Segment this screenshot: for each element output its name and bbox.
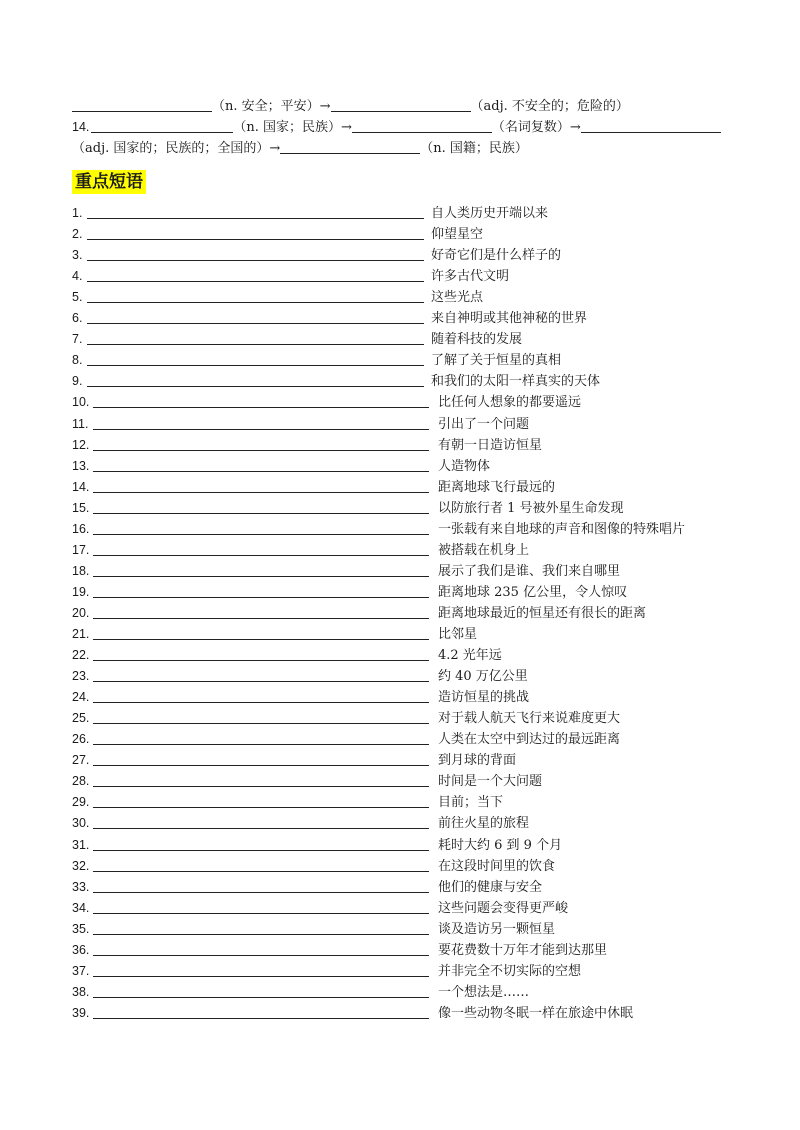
phrase-row <box>72 919 772 940</box>
phrase-meaning: 人类在太空中到达过的最远距离 <box>438 732 621 747</box>
phrase-meaning: 耗时大约 6 到 9 个月 <box>438 838 563 853</box>
phrase-row <box>72 1003 772 1024</box>
phrase-meaning: 并非完全不切实际的空想 <box>438 964 582 979</box>
answer-blank[interactable] <box>93 913 429 914</box>
phrase-meaning: 好奇它们是什么样子的 <box>431 248 562 263</box>
phrase-row <box>72 561 772 582</box>
section-title: 重点短语 <box>72 170 146 194</box>
noun-hint: （n. 安全；平安）→ <box>212 99 331 114</box>
phrase-meaning: 要花费数十万年才能到达那里 <box>438 943 608 958</box>
phrase-number: 9. <box>72 374 83 388</box>
phrase-number: 38. <box>72 985 90 999</box>
phrase-meaning: 比邻星 <box>438 627 478 642</box>
phrase-meaning: 他们的健康与安全 <box>438 880 543 895</box>
phrase-row <box>72 435 772 456</box>
answer-blank[interactable] <box>93 976 429 977</box>
phrase-number: 24. <box>72 690 90 704</box>
answer-blank[interactable] <box>87 302 424 303</box>
phrase-row <box>72 729 772 750</box>
phrase-number: 35. <box>72 922 90 936</box>
phrase-row <box>72 414 772 435</box>
phrase-row <box>72 687 772 708</box>
phrase-number: 30. <box>72 816 90 830</box>
phrase-number: 14. <box>72 480 90 494</box>
phrase-meaning: 像一些动物冬眠一样在旅途中休眠 <box>438 1006 634 1021</box>
noun-hint: （n. 国籍；民族） <box>420 141 528 156</box>
phrase-meaning: 被搭载在机身上 <box>438 543 530 558</box>
phrase-row <box>72 308 772 329</box>
phrase-number: 27. <box>72 753 90 767</box>
answer-blank[interactable] <box>93 492 429 493</box>
phrase-row <box>72 498 772 519</box>
answer-blank[interactable] <box>87 218 424 219</box>
answer-blank[interactable] <box>93 555 429 556</box>
phrase-row <box>72 961 772 982</box>
phrase-number: 32. <box>72 859 90 873</box>
phrase-number: 16. <box>72 522 90 536</box>
phrase-meaning: 到月球的背面 <box>438 753 517 768</box>
vocab-line-1 <box>72 96 629 117</box>
phrase-meaning: 4.2 光年远 <box>438 648 502 663</box>
phrase-meaning: 自人类历史开端以来 <box>431 206 549 221</box>
answer-blank[interactable] <box>93 471 429 472</box>
answer-blank[interactable] <box>93 871 429 872</box>
phrase-number: 34. <box>72 901 90 915</box>
phrase-row <box>72 835 772 856</box>
answer-blank[interactable] <box>87 386 424 387</box>
answer-blank[interactable] <box>93 576 429 577</box>
phrase-number: 10. <box>72 395 90 409</box>
noun-hint: （n. 国家；民族）→ <box>233 120 352 135</box>
answer-blank[interactable] <box>93 660 429 661</box>
answer-blank[interactable] <box>93 681 429 682</box>
phrase-row <box>72 371 772 392</box>
answer-blank[interactable] <box>280 138 420 154</box>
phrase-row <box>72 456 772 477</box>
phrase-row <box>72 771 772 792</box>
phrase-number: 3. <box>72 248 83 262</box>
phrase-row <box>72 940 772 961</box>
phrase-row <box>72 540 772 561</box>
phrase-number: 18. <box>72 564 90 578</box>
phrase-row <box>72 582 772 603</box>
phrase-row <box>72 329 772 350</box>
answer-blank[interactable] <box>93 639 429 640</box>
phrase-meaning: 和我们的太阳一样真实的天体 <box>431 374 601 389</box>
phrase-row <box>72 750 772 771</box>
phrase-meaning: 来自神明或其他神秘的世界 <box>431 311 588 326</box>
phrase-row <box>72 708 772 729</box>
phrase-meaning: 这些光点 <box>431 290 484 305</box>
answer-blank[interactable] <box>93 618 429 619</box>
phrase-row <box>72 245 772 266</box>
vocab-line-2 <box>72 117 721 138</box>
phrase-number: 19. <box>72 585 90 599</box>
answer-blank[interactable] <box>93 534 429 535</box>
phrase-meaning: 距离地球最近的恒星还有很长的距离 <box>438 606 647 621</box>
answer-blank[interactable] <box>93 955 429 956</box>
phrase-meaning: 仰望星空 <box>431 227 484 242</box>
phrase-number: 31. <box>72 838 90 852</box>
phrase-row <box>72 392 772 413</box>
phrase-row <box>72 982 772 1003</box>
answer-blank[interactable] <box>93 450 429 451</box>
answer-blank[interactable] <box>87 323 424 324</box>
phrase-number: 11. <box>72 417 89 431</box>
phrase-meaning: 引出了一个问题 <box>438 417 530 432</box>
phrase-meaning: 对于载人航天飞行来说难度更大 <box>438 711 621 726</box>
answer-blank[interactable] <box>93 597 429 598</box>
phrase-row <box>72 266 772 287</box>
phrase-number: 39. <box>72 1006 90 1020</box>
phrase-meaning: 约 40 万亿公里 <box>438 669 528 684</box>
phrase-number: 20. <box>72 606 90 620</box>
phrase-meaning: 随着科技的发展 <box>431 332 523 347</box>
answer-blank[interactable] <box>93 786 429 787</box>
phrase-meaning: 目前；当下 <box>438 795 504 810</box>
phrase-meaning: 这些问题会变得更严峻 <box>438 901 569 916</box>
phrase-meaning: 前往火星的旅程 <box>438 816 530 831</box>
answer-blank[interactable] <box>93 723 429 724</box>
answer-blank[interactable] <box>87 344 424 345</box>
answer-blank[interactable] <box>72 96 212 112</box>
phrase-number: 7. <box>72 332 83 346</box>
answer-blank[interactable] <box>93 850 429 851</box>
phrase-number: 21. <box>72 627 90 641</box>
phrase-number: 4. <box>72 269 83 283</box>
phrase-meaning: 距离地球 235 亿公里，令人惊叹 <box>438 585 628 600</box>
phrase-row <box>72 898 772 919</box>
phrase-meaning: 许多古代文明 <box>431 269 510 284</box>
answer-blank[interactable] <box>93 744 429 745</box>
phrase-row <box>72 287 772 308</box>
phrase-row <box>72 877 772 898</box>
phrase-number: 37. <box>72 964 90 978</box>
phrase-number: 29. <box>72 795 90 809</box>
phrase-number: 13. <box>72 459 90 473</box>
phrase-number: 6. <box>72 311 83 325</box>
phrase-row <box>72 856 772 877</box>
phrase-row <box>72 624 772 645</box>
phrase-meaning: 有朝一日造访恒星 <box>438 438 543 453</box>
phrase-meaning: 谈及造访另一颗恒星 <box>438 922 556 937</box>
adj-hint: （adj. 国家的；民族的；全国的）→ <box>72 141 281 156</box>
phrase-meaning: 了解了关于恒星的真相 <box>431 353 562 368</box>
phrase-row <box>72 519 772 540</box>
plural-hint: （名词复数）→ <box>491 120 581 135</box>
phrase-number: 28. <box>72 774 90 788</box>
phrase-row <box>72 203 772 224</box>
phrase-meaning: 人造物体 <box>438 459 491 474</box>
phrase-meaning: 以防旅行者 1 号被外星生命发现 <box>438 501 624 516</box>
answer-blank[interactable] <box>93 807 429 808</box>
phrase-row <box>72 792 772 813</box>
phrase-row <box>72 224 772 245</box>
phrase-number: 15. <box>72 501 90 515</box>
phrase-number: 36. <box>72 943 90 957</box>
phrase-number: 17. <box>72 543 90 557</box>
phrase-row <box>72 477 772 498</box>
phrase-number: 5. <box>72 290 83 304</box>
answer-blank[interactable] <box>93 702 429 703</box>
phrase-number: 25. <box>72 711 90 725</box>
phrase-row <box>72 666 772 687</box>
answer-blank[interactable] <box>93 997 429 998</box>
answer-blank[interactable] <box>93 765 429 766</box>
phrase-number: 8. <box>72 353 83 367</box>
answer-blank[interactable] <box>93 407 429 408</box>
answer-blank[interactable] <box>93 892 429 893</box>
phrase-meaning: 展示了我们是谁、我们来自哪里 <box>438 564 621 579</box>
item-number: 14. <box>72 120 90 134</box>
answer-blank[interactable] <box>581 117 721 133</box>
answer-blank[interactable] <box>91 117 233 133</box>
phrase-row <box>72 350 772 371</box>
answer-blank[interactable] <box>93 429 429 430</box>
phrase-row <box>72 603 772 624</box>
phrase-meaning: 在这段时间里的饮食 <box>438 859 556 874</box>
answer-blank[interactable] <box>331 96 471 112</box>
answer-blank[interactable] <box>87 239 424 240</box>
phrase-meaning: 比任何人想象的都要遥远 <box>438 395 582 410</box>
phrase-number: 23. <box>72 669 90 683</box>
phrase-meaning: 造访恒星的挑战 <box>438 690 530 705</box>
phrase-number: 1. <box>72 206 83 220</box>
answer-blank[interactable] <box>352 117 492 133</box>
phrase-row <box>72 813 772 834</box>
phrase-meaning: 距离地球飞行最远的 <box>438 480 556 495</box>
vocab-line-3 <box>72 138 528 159</box>
answer-blank[interactable] <box>87 281 424 282</box>
phrase-number: 26. <box>72 732 90 746</box>
phrase-number: 12. <box>72 438 90 452</box>
answer-blank[interactable] <box>93 828 429 829</box>
answer-blank[interactable] <box>87 260 424 261</box>
phrase-meaning: 一个想法是…… <box>438 985 530 1000</box>
phrase-number: 22. <box>72 648 90 662</box>
answer-blank[interactable] <box>87 365 424 366</box>
phrase-number: 33. <box>72 880 90 894</box>
answer-blank[interactable] <box>93 513 429 514</box>
answer-blank[interactable] <box>93 934 429 935</box>
answer-blank[interactable] <box>93 1018 429 1019</box>
phrase-row <box>72 645 772 666</box>
phrase-meaning: 一张载有来自地球的声音和图像的特殊唱片 <box>438 522 686 537</box>
phrase-number: 2. <box>72 227 83 241</box>
adj-hint: （adj. 不安全的；危险的） <box>470 99 629 114</box>
phrase-meaning: 时间是一个大问题 <box>438 774 543 789</box>
